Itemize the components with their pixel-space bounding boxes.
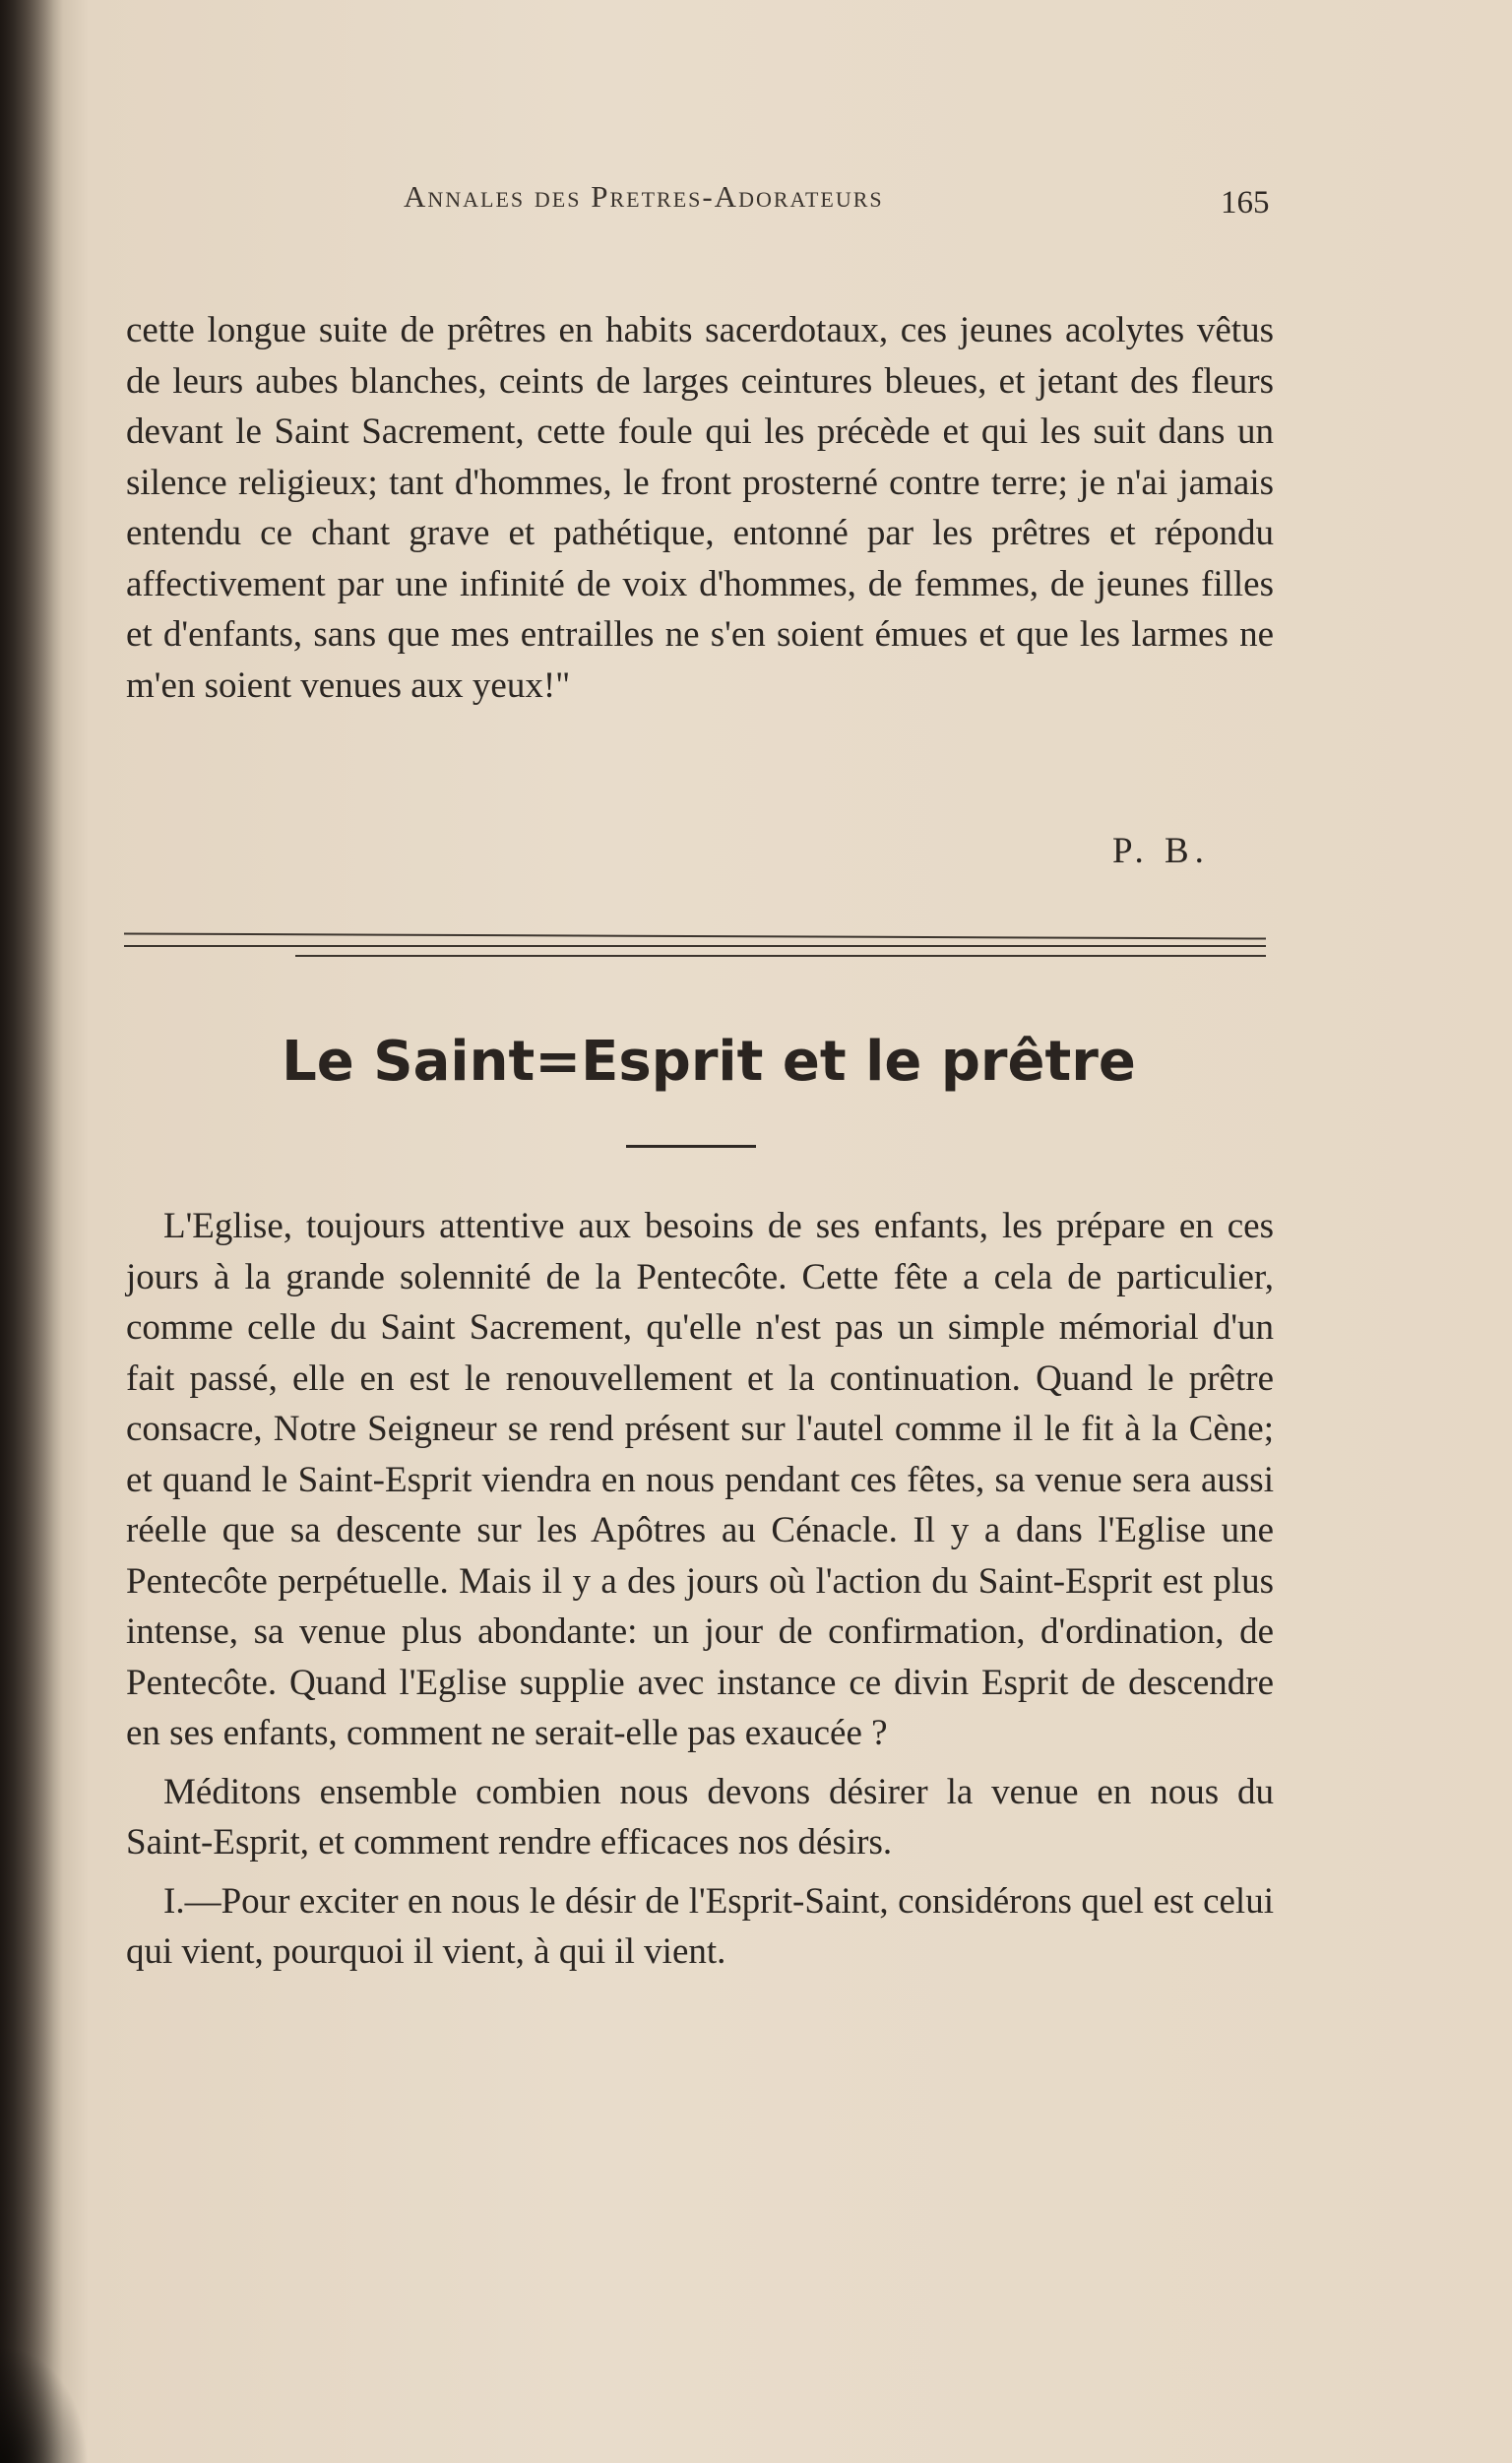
section-divider-line <box>124 945 1266 947</box>
paragraph: Méditons ensemble combien nous devons désirer la venue en nous du Saint-Esprit, et comment rendre efficaces nos désirs. <box>126 1771 1274 1863</box>
previous-article-text <box>126 305 1274 711</box>
title-underline <box>626 1145 756 1148</box>
paragraph: I.—Pour exciter en nous le désir de l'Esprit-Saint, considérons quel est celui qui vient, pourquoi il vient, à qui il vient. <box>126 1880 1274 1972</box>
spine-shadow <box>0 0 63 2463</box>
paragraph: L'Eglise, toujours attentive aux besoins de ses enfants, les prépare en ces jours à la grande solennité de la Pentecôte. Cette fête a cela de particulier, comme celle du Saint Sacrement, qu'elle n'est pas un simple mémorial d'un fait passé, elle en est le renouvellement et la continuation. Quand le prêtre consacre, Notre Seigneur se rend présent sur l'autel comme il le fit à la Cène; et quand le Saint-Esprit viendra en nous pendant ces fêtes, sa venue sera aussi réelle que sa descente sur les Apôtres au Cénacle. Il y a dans l'Eglise une Pentecôte perpétuelle. Mais il y a des jours où l'action du Saint-Esprit est plus intense, sa venue plus abondante: un jour de confirmation, d'ordination, de Pentecôte. Quand l'Eglise supplie avec instance ce divin Esprit de descendre en ses enfants, comment ne serait-elle pas exaucée ? <box>126 1206 1274 1753</box>
article-title: Le Saint=Esprit et le prêtre <box>282 1030 1136 1094</box>
page-number: 165 <box>1221 185 1270 221</box>
signature: P. B. <box>1112 831 1210 871</box>
paragraph: cette longue suite de prêtres en habits sacerdotaux, ces jeunes acolytes vêtus de leurs aubes blanches, ceints de larges ceintures bleues, et jetant des fleurs devant le Saint Sacrement, cette foule qui les précède et qui les suit dans un silence religieux; tant d'hommes, le front prosterné contre terre; je n'ai jamais entendu ce chant grave et pathétique, entonné par les prêtres et répondu affectivement par une infinité de voix d'hommes, de femmes, de jeunes filles et d'enfants, sans que mes entrailles ne s'en soient émues et que les larmes ne m'en soient venues aux yeux!" <box>126 310 1274 706</box>
section-divider-line <box>124 932 1266 939</box>
section-divider-line <box>295 955 1266 957</box>
running-title: Annales des Pretres-Adorateurs <box>404 179 884 214</box>
corner-shadow <box>0 2345 89 2463</box>
article-body <box>126 1201 1274 1978</box>
